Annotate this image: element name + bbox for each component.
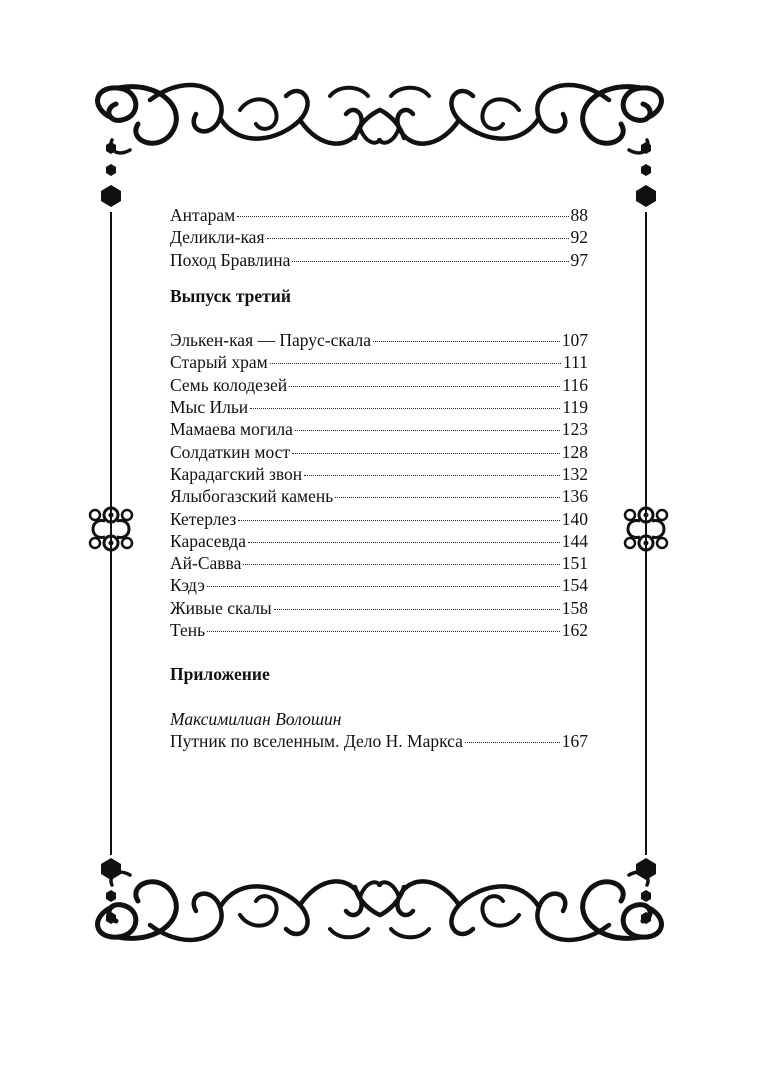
dot-leader xyxy=(248,542,560,543)
dot-leader xyxy=(274,609,560,610)
toc-entry-title: Путник по вселенным. Дело Н. Маркса xyxy=(170,730,463,751)
toc-entry xyxy=(170,441,588,463)
toc-entry xyxy=(170,574,588,596)
dot-leader xyxy=(335,497,560,498)
dot-leader xyxy=(304,475,560,476)
toc-entry xyxy=(170,619,588,641)
toc-entry-title: Поход Бравлина xyxy=(170,249,291,270)
toc-entry-page: 116 xyxy=(562,374,588,395)
toc-entry-page: 111 xyxy=(563,352,588,373)
dot-leader xyxy=(243,564,559,565)
section-heading-prilozhenie: Приложение xyxy=(170,664,270,685)
toc-entry-page: 140 xyxy=(561,508,588,529)
toc-block-2 xyxy=(170,329,588,641)
toc-entry-title: Ялыбогазский камень xyxy=(170,486,334,507)
toc-entry-title: Семь колодезей xyxy=(170,374,288,395)
toc-entry xyxy=(170,485,588,507)
dot-leader xyxy=(207,631,560,632)
dot-leader xyxy=(292,261,568,262)
toc-entry-page: 132 xyxy=(561,463,588,484)
dot-leader xyxy=(465,742,560,743)
bottom-scroll-ornament xyxy=(98,872,662,940)
dot-leader xyxy=(289,386,560,387)
dot-leader xyxy=(267,238,569,239)
toc-entry-page: 119 xyxy=(562,397,588,418)
toc-entry-title: Карасевда xyxy=(170,530,246,551)
toc-entry xyxy=(170,374,588,396)
section-heading-vypusk-tretiy: Выпуск третий xyxy=(170,285,291,306)
toc-entry-title: Мамаева могила xyxy=(170,419,293,440)
toc-entry xyxy=(170,597,588,619)
toc-entry xyxy=(170,530,588,552)
toc-entry-title: Солдаткин мост xyxy=(170,441,291,462)
toc-entry xyxy=(170,204,588,226)
toc-entry xyxy=(170,418,588,440)
dot-leader xyxy=(292,453,560,454)
dot-leader xyxy=(373,341,560,342)
toc-entry xyxy=(170,351,588,373)
dot-leader xyxy=(250,408,560,409)
toc-entry-title: Деликли-кая xyxy=(170,227,265,248)
toc-entry xyxy=(170,396,588,418)
author-name: Максимилиан Волошин xyxy=(170,708,342,729)
toc-entry-title: Ай-Савва xyxy=(170,553,242,574)
toc-entry xyxy=(170,463,588,485)
toc-entry-page: 128 xyxy=(561,441,588,462)
toc-entry-page: 151 xyxy=(561,553,588,574)
toc-entry-title: Мыс Ильи xyxy=(170,397,249,418)
dot-leader xyxy=(237,216,568,217)
toc-entry-page: 97 xyxy=(570,249,588,270)
dot-leader xyxy=(238,520,559,521)
table-of-contents xyxy=(170,204,588,752)
toc-entry-title: Антарам xyxy=(170,205,236,225)
toc-entry xyxy=(170,508,588,530)
toc-block-1 xyxy=(170,204,588,271)
toc-entry xyxy=(170,329,588,351)
toc-block-3 xyxy=(170,730,588,752)
toc-entry xyxy=(170,552,588,574)
toc-entry-page: 154 xyxy=(561,575,588,596)
toc-entry-page: 107 xyxy=(561,330,588,351)
toc-entry xyxy=(170,249,588,271)
toc-entry xyxy=(170,226,588,248)
toc-entry-page: 144 xyxy=(561,530,588,551)
toc-entry-title: Элькен-кая — Парус-скала xyxy=(170,330,372,351)
dot-leader xyxy=(207,586,560,587)
toc-entry-title: Живые скалы xyxy=(170,597,272,618)
top-scroll-ornament xyxy=(98,85,662,153)
toc-entry-title: Тень xyxy=(170,620,206,641)
toc-entry-title: Карадагский звон xyxy=(170,463,303,484)
toc-entry xyxy=(170,730,588,752)
dot-leader xyxy=(270,363,561,364)
toc-entry-page: 123 xyxy=(561,419,588,440)
toc-entry-title: Кэдэ xyxy=(170,575,205,596)
toc-entry-page: 88 xyxy=(570,205,588,225)
toc-entry-page: 136 xyxy=(561,486,588,507)
toc-entry-title: Кетерлез xyxy=(170,508,237,529)
toc-entry-page: 167 xyxy=(561,730,588,751)
dot-leader xyxy=(295,430,560,431)
toc-entry-page: 158 xyxy=(561,597,588,618)
toc-entry-page: 92 xyxy=(570,227,588,248)
toc-entry-page: 162 xyxy=(561,620,588,641)
toc-entry-title: Старый храм xyxy=(170,352,268,373)
